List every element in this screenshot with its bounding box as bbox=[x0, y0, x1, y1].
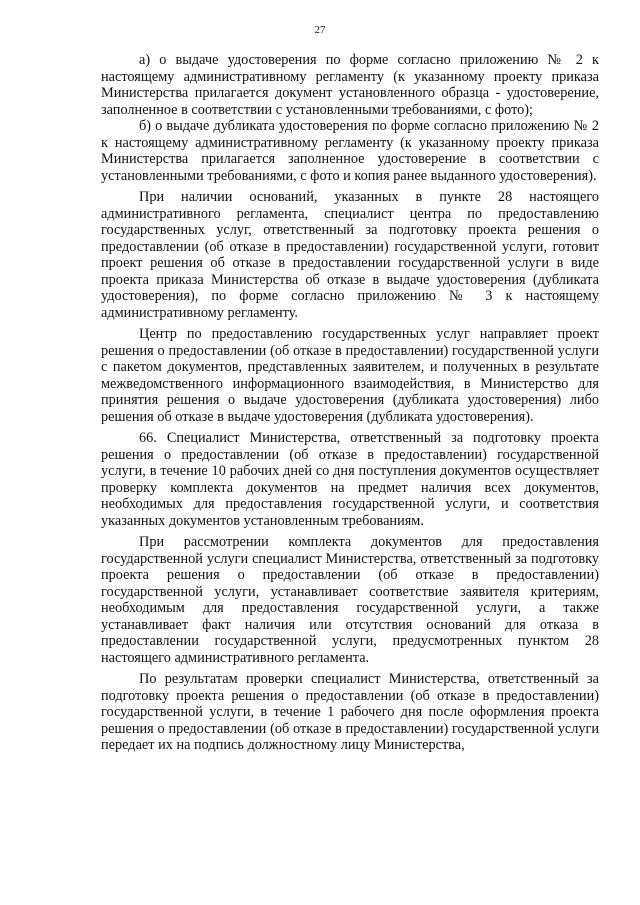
paragraph-results: По результатам проверки специалист Министерства, ответственный за подготовку проекта решения о предоставлении (об отказе в предоставлении) государственной услуги, в течение 1 рабочего дня после оформления проекта решения о предоставлении (об отказе в предоставлении) государственной услуги передает их на подпись должностному лицу Министерства, bbox=[101, 671, 599, 753]
document-body bbox=[101, 52, 599, 754]
paragraph-66: 66. Специалист Министерства, ответственный за подготовку проекта решения о предоставлении (об отказе в предоставлении) государственной услуги, в течение 10 рабочих дней со дня поступления документов осуществляет проверку комплекта документов на предмет наличия всех документов, необходимых для предоставления государственной услуги, и соответствия указанных документов установленным требованиям. bbox=[101, 430, 599, 529]
page-number: 27 bbox=[314, 24, 326, 36]
paragraph-center-submission: Центр по предоставлению государственных услуг направляет проект решения о предоставлении (об отказе в предоставлении) государственной услуги с пакетом документов, представленных заявителем, и полученных в результате межведомственного информационного взаимодействия, в Министерство для принятия решения о выдаче удостоверения (дубликата удостоверения) либо решения об отказе в выдаче удостоверения (дубликата удостоверения). bbox=[101, 326, 599, 425]
paragraph-refusal-grounds: При наличии оснований, указанных в пункте 28 настоящего административного регламента, специалист центра по предоставлению государственных услуг, ответственный за подготовку проекта решения о предоставлении (об отказе в предоставлении) государственной услуги, готовит проект решения об отказе в предоставлении государственной услуги в виде проекта приказа Министерства об отказе в выдаче удостоверения (дубликата удостоверения), по форме согласно приложению № 3 к настоящему административному регламенту. bbox=[101, 189, 599, 321]
paragraph-review: При рассмотрении комплекта документов для предоставления государственной услуги специалист Министерства, ответственный за подготовку проекта решения о предоставлении (об отказе в предоставлении) государственной услуги, устанавливает соответствие заявителя критериям, необходимым для предоставления государственной услуги, а также устанавливает факт наличия или отсутствия оснований для отказа в предоставлении государственной услуги, предусмотренных пунктом 28 настоящего административного регламента. bbox=[101, 534, 599, 666]
paragraph-item-a: а) о выдаче удостоверения по форме согласно приложению № 2 к настоящему административному регламенту (к указанному проекту приказа Министерства прилагается документ установленного образца - удостоверение, заполненное в соответствии с установленными требованиями, с фото); bbox=[101, 52, 599, 118]
paragraph-item-b: б) о выдаче дубликата удостоверения по форме согласно приложению № 2 к настоящему административному регламенту (к указанному проекту приказа Министерства прилагается заполненное удостоверение в соответствии с установленными требованиями, с фото и копия ранее выданного удостоверения). bbox=[101, 118, 599, 184]
